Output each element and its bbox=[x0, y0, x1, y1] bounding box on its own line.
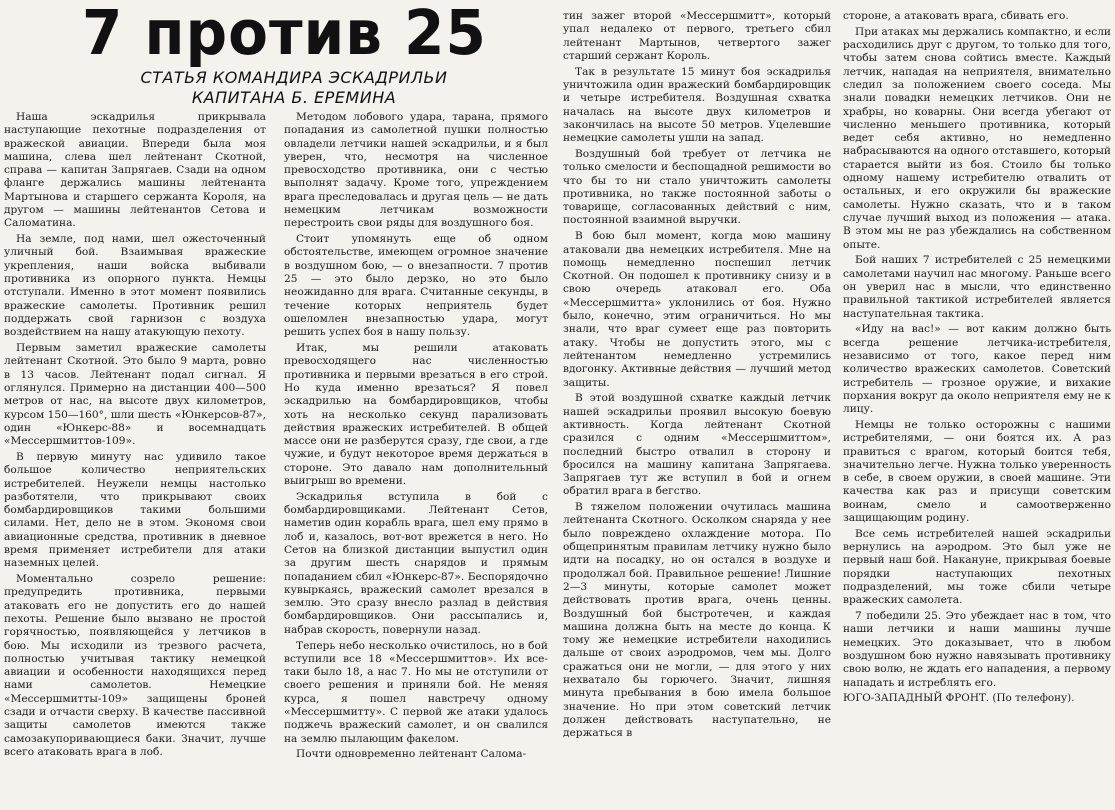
paragraph: «Иду на вас!» — вот каким должно быть всегда решение летчика-истребителя, независимо от того, какое перед ним количество вражеских самолетов. Советский истребитель — грозное оружие, и вихакие порхания вокруг да около неприятеля ему не к лицу. bbox=[843, 323, 1111, 416]
paragraph: В бою был момент, когда мою машину атаковали два немецких истребителя. Мне на помощь немедленно поспешил летчик Скотной. Он подошел к противнику снизу и в свою очередь атаковал его. Оба «Мессершмитта» уклонились от боя. Нужно было, конечно, этим ограничиться. Но мы знали, что враг сумеет еще раз повторить атаку. Чтобы не допустить этого, мы с лейтенантом немедленно устремились вдогонку. Активные действия — лучший метод защиты. bbox=[563, 230, 831, 389]
paragraph: Стоит упомянуть еще об одном обстоятельстве, имеющем огромное значение в воздушном бою, — о внезапности. 7 против 25 — это было дерзко, но это было неожиданно для врага. Считанные секунды, в течение которых неприятель будет ошеломлен внезапностью удара, могут решить успех боя в нашу пользу. bbox=[284, 233, 548, 339]
paragraph: В тяжелом положении очутилась машина лейтенанта Скотного. Осколком снаряда у нее было повреждено охлаждение мотора. По общепринятым правилам летчику нужно было идти на посадку, но он остался в воздухе и продолжал бой. Правильное решение! Лишние 2—3 минуты, которые самолет может действовать против врага, очень ценны. Воздушный бой быстротечен, и каждая машина должна быть на месте до конца. К тому же немецкие истребители находились дальше от своих аэродромов, чем мы. Долго сражаться они не могли, — для этого у них нехватало бы горючего. Значит, лишняя минута пребывания в бою имела большое значение. Но при этом советский летчик должен действовать наступательно, не держаться в bbox=[563, 501, 831, 740]
paragraph: Воздушный бой требует от летчика не только смелости и беспощадной решимости во что бы то ни стало уничтожить самолеты противника, но также постоянной заботы о товарище, согласованных действий с ним, постоянной взаимной выручки. bbox=[563, 147, 831, 227]
paragraph: На земле, под нами, шел ожесточенный уличный бой. Взаимывая вражеские укрепления, наши войска выбивали противника из опорного пункта. Немцы отступали. Именно в этот момент появились вражеские самолеты. Противник решил поддержать свой гарнизон с воздуха воздействием на нашу атакующую пехоту. bbox=[4, 233, 266, 339]
paragraph: В первую минуту нас удивило такое большое количество неприятельских истребителей. Неужели немцы настолько разботятели, что прикрывают своих бомбардировщиков такими большими силами. Нет, дело не в этом. Экономя свои авиационные средства, противник в дневное время применяет истребители для атаки наземных целей. bbox=[4, 450, 266, 570]
paragraph: Все семь истребителей нашей эскадрильи вернулись на аэродром. Это был уже не первый наш бой. Накануне, прикрывая боевые порядки наступающих пехотных подразделений, мы тоже сбили четыре вражеских самолета. bbox=[843, 527, 1111, 607]
subtitle-line-1: СТАТЬЯ КОМАНДИРА ЭСКАДРИЛЬИ bbox=[140, 68, 448, 87]
paragraph: Почти одновременно лейтенант Салома- bbox=[296, 748, 527, 761]
headline: 7 против 25 bbox=[82, 0, 487, 69]
subtitle bbox=[94, 68, 494, 108]
paragraph: В этой воздушной схватке каждый летчик нашей эскадрильи проявил высокую боевую активность. Когда лейтенант Скотной сразился с одним «Мессершмиттом», последний быстро отвалил в сторону и бросился на машину капитана Запрягаева. Запрягаев тут же вступил в бой и огнем обратил врага в бегство. bbox=[563, 392, 831, 498]
paragraph: Немцы не только осторожны с нашими истребителями, — они боятся их. А раз правиться с врагом, который боится тебя, значительно легче. Нужна только уверенность в себе, в своем оружии, в своей машине. Эти качества как раз и присущи советским воинам, смело и самоотверженно защищающим родину. bbox=[843, 418, 1111, 524]
dateline: ЮГО-ЗАПАДНЫЙ ФРОНТ. (По телефону). bbox=[843, 692, 1075, 705]
paragraph: Так в результате 15 минут боя эскадрилья уничтожила один вражеский бомбардировщик и четыре истребителя. Воздушная схватка началась на высоте двух километров и закончилась на высоте 50 метров. Уцелевшие немецкие самолеты ушли на запад. bbox=[563, 65, 831, 145]
paragraph: Бой наших 7 истребителей с 25 немецкими самолетами научил нас многому. Раньше всего он уверил нас в мысли, что единственно правильной тактикой истребителей является наступательная тактика. bbox=[843, 254, 1111, 320]
paragraph: Итак, мы решили атаковать превосходящего нас численностью противника и первыми врезаться в его строй. Но куда именно врезаться? Я повел эскадрилью на бомбардировщиков, чтобы хоть на несколько секунд парализовать действия вражеских истребителей. В общей массе они не разберутся сразу, где свои, а где чужие, и будут некоторое время держаться в стороне. Это давало нам дополнительный выигрыш во времени. bbox=[284, 342, 548, 488]
paragraph: Теперь небо несколько очистилось, но в бой вступили все 18 «Мессершмиттов». Их все-таки было 18, а нас 7. Но мы не отступили от своего решения и приняли бой. Не меняя курса, я пошел навстречу одному «Мессершмитту». С первой же атаки удалось поджечь вражеский самолет, и он свалился на землю пылающим факелом. bbox=[284, 639, 548, 745]
subtitle-line-2: КАПИТАНА Б. ЕРЕМИНА bbox=[191, 88, 397, 107]
paragraph: Наша эскадрилья прикрывала наступающие пехотные подразделения от вражеской авиации. Впереди была моя машина, слева шел лейтенант Скотной, справа — капитан Запрягаев. Сзади на одном фланге держались машины лейтенанта Мартынова и старшего сержанта Короля, на другом — машины лейтенантов Сетова и Саломатина. bbox=[4, 111, 266, 230]
paragraph: стороне, а атаковать врага, сбивать его. bbox=[843, 10, 1069, 22]
paragraph: Первым заметил вражеские самолеты лейтенант Скотной. Это было 9 марта, ровно в 13 часов. Лейтенант подал сигнал. Я оглянулся. Примерно на дистанции 400—500 метров от нас, на высоте двух километров, курсом 150—160°, шли шесть «Юнкерсов-87», один «Юнкерс-88» и восемнадцать «Мессершмиттов-109». bbox=[4, 342, 266, 448]
text-column-3 bbox=[563, 10, 831, 808]
paragraph: Эскадрилья вступила в бой с бомбардировщиками. Лейтенант Сетов, наметив один корабль врага, шел ему прямо в лоб и, казалось, вот-вот врежется в него. Но Сетов на близкой дистанции выпустил один за другим шесть снарядов и прямым попаданием сбил «Юнкерс-87». Беспорядочно кувыркаясь, вражеский самолет врезался в землю. Это сразу внесло разлад в действия бомбардировщиков. Они рассыпались и, набрав скорость, повернули назад. bbox=[284, 490, 548, 636]
paragraph: 7 победили 25. Это убеждает нас в том, что наши летчики и наши машины лучше немецких. Это доказывает, что в любом воздушном бою нужно навязывать противнику свою волю, не ждать его нападения, а первому нападать и истреблять его. bbox=[843, 610, 1111, 689]
paragraph: При атаках мы держались компактно, и если расходились друг с другом, то только для того, чтобы затем снова сойтись вместе. Каждый летчик, нападая на неприятеля, внимательно следил за положением своего соседа. Мы знали повадки немецких летчиков. Они не храбры, но коварны. Они всегда убегают от численно меньшего противника, который ведет себя активно, но немедленно набрасываются на одного отставшего, который старается выйти из боя. Стоило бы только одному нашему истребителю отвалить от остальных, и его окружили бы вражеские самолеты. Нужно сказать, что и в таком случае лучший выход из положения — атака. В этом мы не раз убеждались на собственном опыте. bbox=[843, 25, 1111, 251]
text-column-4 bbox=[843, 10, 1111, 808]
paragraph: Моментально созрело решение: предупредить противника, первыми атаковать его не допустить его до нашей пехоты. Решение было вызвано не простой горячностью, появляющейся у летчиков в бою. Мы исходили из трезвого расчета, полностью учитывая тактику немецкой авиации и особенности находящихся перед нами самолетов. Немецкие «Мессершмитты-109» защищены броней сзади и отчасти сверху. В качестве пассивной защиты самолетов имеются также самозакупоривающиеся баки. Значит, лучше всего атаковать врага в лоб. bbox=[4, 573, 266, 758]
text-column-2 bbox=[284, 111, 548, 808]
text-column-1 bbox=[4, 111, 266, 808]
paragraph: тин зажег второй «Мессершмитт», который упал недалеко от первого, третьего сбил лейтенант Мартынов, четвертого зажег старший сержант Король. bbox=[563, 10, 831, 62]
paragraph: Методом лобового удара, тарана, прямого попадания из самолетной пушки полностью овладели летчики нашей эскадрильи, и я был уверен, что, несмотря на численное превосходство противника, они с честью выполнят задачу. Кроме того, упреждением врага преследовалась и другая цель — не дать немецким летчикам возможности перестроить свои ряды для воздушного боя. bbox=[284, 111, 548, 230]
